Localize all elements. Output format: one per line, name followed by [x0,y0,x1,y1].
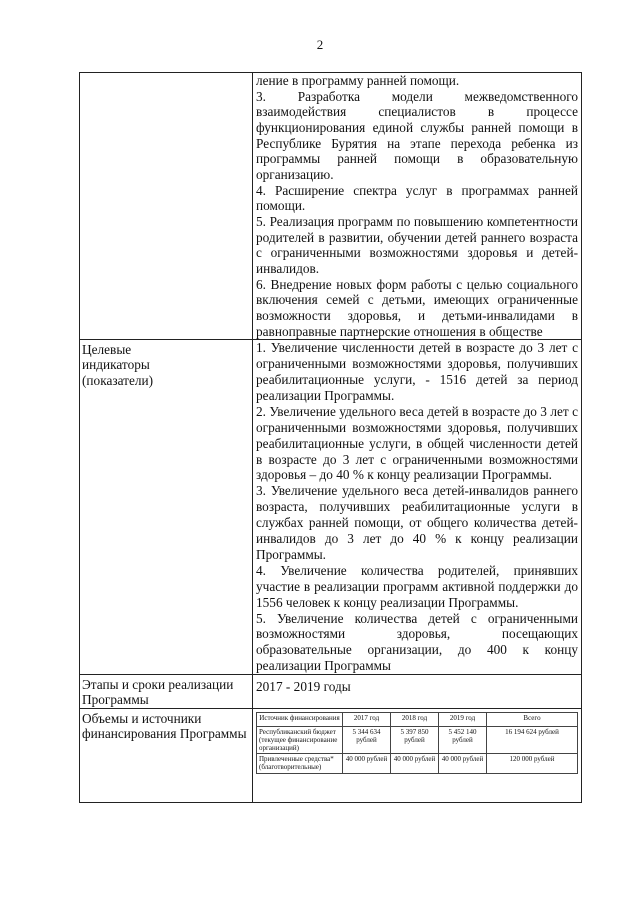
stages-value: 2017 - 2019 годы [256,679,351,695]
header-cell: 2017 год [343,712,391,726]
total-cell: 16 194 624 рублей [487,726,578,754]
stages-label-cell [80,675,253,708]
funding-label: Объемы и источники финансирования Программы [82,710,247,741]
funding-header-row [257,712,578,726]
page-number: 2 [316,37,324,52]
table-row [257,726,578,754]
funding-row [80,708,582,802]
amount-cell: 40 000 рублей [439,754,487,773]
amount-cell: 5 397 850 рублей [391,726,439,754]
amount-cell: 40 000 рублей [391,754,439,773]
stages-row [80,675,582,708]
task-item: 4. Расширение спектра услуг в программах ранней помощи. [256,182,578,214]
amount-cell: 5 344 634 рублей [343,726,391,754]
funding-table-cell [253,708,582,802]
tasks-text-cell [253,73,582,340]
indicators-label-cell [80,340,253,675]
indicator-item: 4. Увеличение количества родителей, принявших участие в реализации программ активной поддержки до 1556 человек к концу реализации Программы. [256,562,578,610]
header-cell: 2019 год [439,712,487,726]
program-passport-table [79,72,582,803]
stages-value-cell [253,675,582,708]
task-item: ление в программу ранней помощи. [256,73,460,88]
amount-cell: 40 000 рублей [343,754,391,773]
task-item: 5. Реализация программ по повышению компетентности родителей в развитии, обучении детей раннего возраста с ограниченными возможностями здоровья и детей-инвалидов. [256,213,578,276]
funding-table [256,712,578,774]
funding-label-cell [80,708,253,802]
task-item: 6. Внедрение новых форм работы с целью социального включения семей с детьми, имеющих ограниченные возможности здоровья, и детьми-инвалидами в равноправные партнерские отношения в обществе [256,276,578,339]
amount-cell: 5 452 140 рублей [439,726,487,754]
indicator-item: 3. Увеличение удельного веса детей-инвалидов раннего возраста, получивших реабилитационные услуги в службах ранней помощи, от общего количества детей-инвалидов до 3 лет до 40 % к концу реализации Программы. [256,483,578,562]
indicator-item: 2. Увеличение удельного веса детей в возрасте до 3 лет с ограниченными возможностями здоровья, получивших реабилитационные услуги, в общей численности детей в возрасте до 3 лет с ограниченными возможностями здоровья – до 40 % к концу реализации Программы. [256,403,578,483]
task-item: 3. Разработка модели межведомственного взаимодействия специалистов в процессе функционирования единой службы ранней помощи в Республике Бурятия на этапе перехода ребенка из программы ранней помощи в образовательную организацию. [256,88,578,182]
indicator-item: 5. Увеличение количества детей с ограниченными возможностями здоровья, посещающих образовательные организации, до 400 к концу реализации Программы [256,610,578,674]
indicators-row [80,340,582,675]
source-cell: Привлеченные средства* (благотворительные) [257,754,343,773]
tasks-row [80,73,582,340]
table-row [257,754,578,773]
header-cell: Источник финансирования [257,712,343,726]
header-cell: Всего [487,712,578,726]
indicator-item: 1. Увеличение численности детей в возрасте до 3 лет с ограниченными возможностями здоровья, получивших реабилитационные услуги, - 1516 детей за период реализации Программы. [256,340,578,403]
total-cell: 120 000 рублей [487,754,578,773]
header-cell: 2018 год [391,712,439,726]
source-cell: Республиканский бюджет (текущее финансирование организаций) [257,726,343,754]
indicators-label: Целевые индикаторы (показатели) [82,342,154,388]
tasks-label-cell [80,73,253,340]
indicators-text-cell [253,340,582,675]
stages-label: Этапы и сроки реализации Программы [82,677,234,708]
